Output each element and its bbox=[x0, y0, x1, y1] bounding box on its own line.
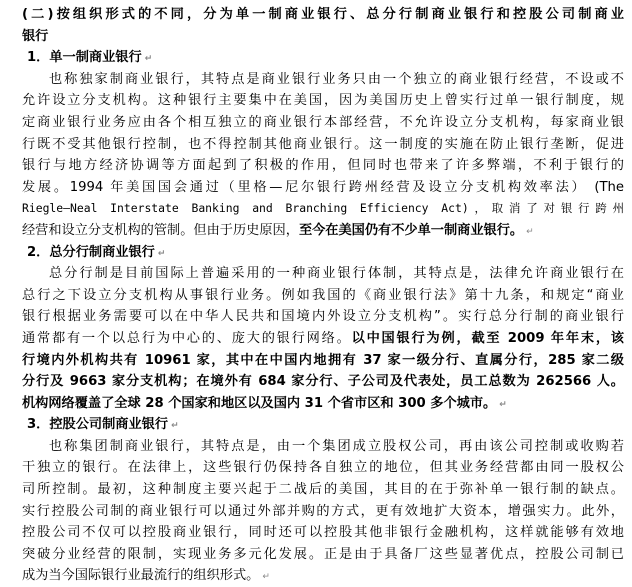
heading-text: 2．总分行制商业银行 bbox=[27, 244, 155, 260]
subsection-heading-branch-banking bbox=[22, 242, 624, 264]
paragraph-line-mixed bbox=[22, 328, 624, 350]
heading-text: 1．单一制商业银行 bbox=[27, 50, 142, 66]
paragraph-line: 银行根据业务需要可以在中华人民共和国境内外设立分支机构”。实行总分行制的商业银行 bbox=[22, 309, 624, 325]
paragraph-line: 总行之下设立分支机构从事银行业务。例如我国的《商业银行法》第十九条，和规定“商业 bbox=[22, 287, 624, 303]
paragraph-line: 实行控股公司制的商业银行可以通过外部并购的方式，更有效地扩大资本，增强实力。此外， bbox=[22, 503, 624, 519]
bold-emphasis: 以中国银行为例，截至 2009 年年末，该 bbox=[351, 330, 624, 346]
paragraph-line: 总分行制是目前国际上普遍采用的一种商业银行体制，其特点是，法律允许商业银行在 bbox=[49, 266, 624, 282]
paragraph-line: 控股公司不仅可以控股商业银行，同时还可以控股其他非银行金融机构，这样就能够有效地 bbox=[22, 525, 624, 541]
paragraph-line: 也称独家制商业银行，其特点是商业银行业务只由一个独立的商业银行经营，不设或不 bbox=[49, 71, 624, 87]
paragraph-line: 突破分业经营的限制，实现业务多元化发展。正是由于具备厂这些显著优点，控股公司制已 bbox=[22, 546, 624, 562]
paragraph-mark-icon: ↵ bbox=[526, 226, 534, 237]
paragraph-line: 银行与地方经济协调等方面起到了积极的作用，但同时也带来了许多弊端，不利于银行的 bbox=[22, 158, 624, 174]
subsection-heading-unit-banking bbox=[22, 47, 624, 69]
paragraph-line: 定商业银行业务应由各个相互独立的商业银行本部经营，不允许设立分支机构，每家商业银 bbox=[22, 114, 624, 130]
paragraph-mark-icon: ↵ bbox=[157, 248, 166, 259]
paragraph-line-bold: 分行及 9663 家分支机构；在境外有 684 家分行、子公司及代表处，员工总数为 262566 人。 bbox=[22, 374, 624, 390]
paragraph-mark-icon: ↵ bbox=[499, 399, 507, 410]
paragraph-mark-icon: ↵ bbox=[144, 54, 153, 65]
paragraph-mark-icon: ↵ bbox=[171, 421, 179, 432]
paragraph-line: 行既不受其他银行控制，也不得控制其他商业银行。这一制度的实施在防止银行垄断，促进 bbox=[22, 136, 624, 152]
section-title-line-2: 银行 bbox=[22, 28, 49, 44]
paragraph-text: 成为当今国际银行业最流行的组织形式。 bbox=[22, 568, 260, 584]
bold-emphasis: 至今在美国仍有不少单一制商业银行。 bbox=[298, 222, 524, 238]
paragraph-line-bold: 行境内外机构共有 10961 家，其中在中国内地拥有 37 家一级分行、直属分行，285 家二级 bbox=[22, 352, 624, 368]
bold-text: 机构网络覆盖了全球 28 个国家和地区以及国内 31 个省市区和 300 多个城市。 bbox=[22, 395, 497, 411]
paragraph-line-bold-last bbox=[22, 393, 624, 415]
paragraph-line: 发展。1994 年美国国会通过（里格—尼尔银行跨州经营及设立分支机构效率法） (The bbox=[22, 179, 624, 195]
paragraph-line: 允许设立分支机构。这种银行主要集中在美国，因为美国历史上曾实行过单一银行制度，规 bbox=[22, 93, 624, 109]
paragraph-line: 干独立的银行。在法律上，这些银行仍保持各自独立的地位，但其业务经营都由同一股权公 bbox=[22, 460, 624, 476]
subsection-heading-holding-company bbox=[22, 414, 624, 436]
paragraph-text: 经营和设立分支机构的管制。但由于历史原因， bbox=[22, 222, 299, 238]
paragraph-line: 也称集团制商业银行，其特点是，由一个集团成立股权公司，再由该公司控制或收购若 bbox=[49, 438, 624, 454]
paragraph-line-latin: Riegle—Neal Interstate Banking and Branching Efficiency Act)，取消了对银行跨州 bbox=[22, 201, 624, 216]
paragraph-line-last bbox=[22, 220, 624, 242]
paragraph-mark-icon: ↵ bbox=[262, 572, 270, 583]
section-title-line-1: (二)按组织形式的不同，分为单一制商业银行、总分行制商业银行和控股公司制商业 bbox=[22, 7, 624, 22]
heading-text: 3．控股公司制商业银行 bbox=[27, 417, 169, 433]
paragraph-text: 通常都有一个以总行为中心的、庞大的银行网络。 bbox=[22, 330, 352, 346]
paragraph-line: 司所控制。最初，这种制度主要兴起于二战后的美国，其目的在于弥补单一银行制的缺点。 bbox=[22, 482, 624, 498]
paragraph-line-last bbox=[22, 565, 624, 587]
